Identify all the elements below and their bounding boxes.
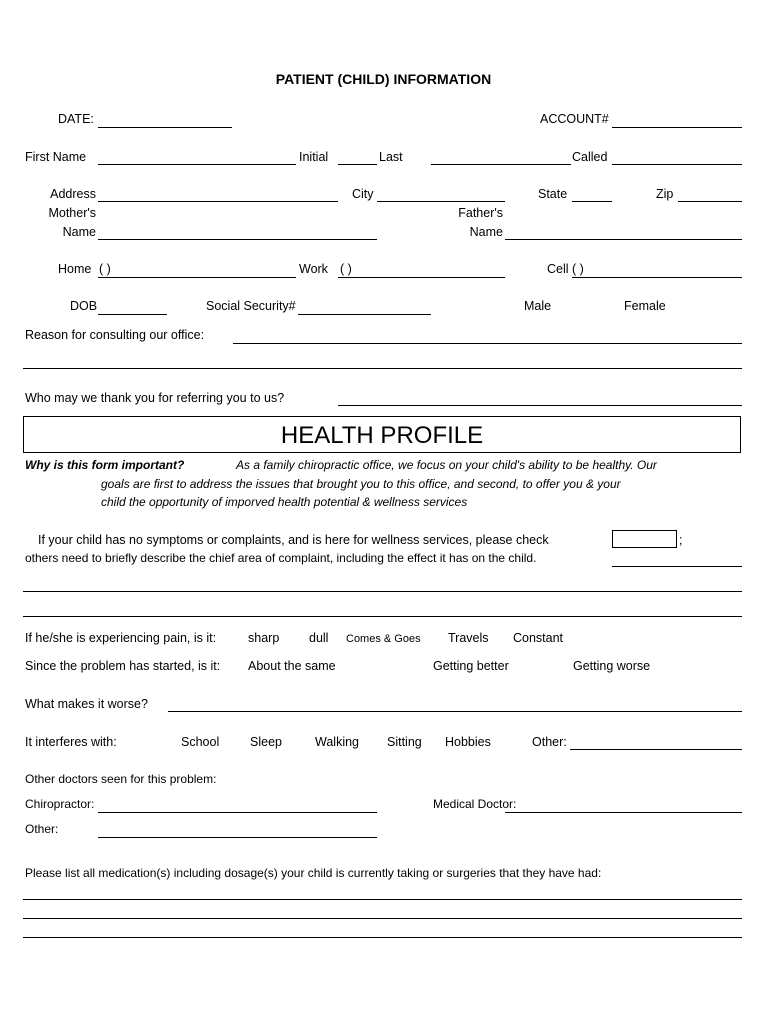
called-field[interactable] [612,164,742,165]
work-phone-field[interactable] [338,277,505,278]
chiropractor-field[interactable] [98,812,377,813]
medications-field-line3[interactable] [23,937,742,938]
initial-label: Initial [299,150,329,164]
state-field[interactable] [572,201,612,202]
complaint-field-line2[interactable] [23,616,742,617]
cell-phone-label: Cell [547,262,569,276]
interferes-option-walking[interactable]: Walking [315,735,359,749]
dob-label: DOB [70,299,98,313]
address-field[interactable] [98,201,338,202]
zip-field[interactable] [678,201,742,202]
pain-option-travels[interactable]: Travels [448,631,489,645]
doctors-heading: Other doctors seen for this problem: [25,772,217,786]
home-phone-paren: ( ) [99,262,111,276]
last-name-label: Last [379,150,403,164]
reason-field-line2[interactable] [23,368,742,369]
ssn-label: Social Security# [206,299,296,313]
zip-label: Zip [656,187,674,201]
medications-label: Please list all medication(s) including dosage(s) your child is currently taking or surgeries that they have had: [25,866,602,880]
other-doctor-field[interactable] [98,837,377,838]
progress-label: Since the problem has started, is it: [25,659,221,673]
account-field[interactable] [612,127,742,128]
female-option[interactable]: Female [624,299,666,313]
pain-label: If he/she is experiencing pain, is it: [25,631,217,645]
mothers-name-label-line1: Mother's [48,206,96,220]
wellness-text-line2: others need to briefly describe the chief area of complaint, including the effect it has on the child. [25,551,537,565]
called-label: Called [572,150,608,164]
why-text-line3: child the opportunity of imporved health potential & wellness services [101,495,468,509]
male-option[interactable]: Male [524,299,552,313]
interferes-option-hobbies[interactable]: Hobbies [445,735,491,749]
referral-field[interactable] [338,405,742,406]
date-field[interactable] [98,127,232,128]
work-phone-paren: ( ) [340,262,352,276]
referral-label: Who may we thank you for referring you to us? [25,391,285,405]
fathers-name-label-line1: Father's [458,206,503,220]
page-title: PATIENT (CHILD) INFORMATION [275,71,492,87]
why-label: Why is this form important? [25,458,185,472]
reason-label: Reason for consulting our office: [25,328,205,342]
initial-field[interactable] [338,164,377,165]
ssn-field[interactable] [298,314,431,315]
pain-option-comes-goes[interactable]: Comes & Goes [346,633,421,645]
reason-field-line1[interactable] [233,343,742,344]
last-name-field[interactable] [431,164,571,165]
address-label: Address [50,187,96,201]
interferes-label: It interferes with: [25,735,117,749]
interferes-other-field[interactable] [570,749,742,750]
wellness-semicolon: ; [679,533,683,547]
interferes-option-sleep[interactable]: Sleep [250,735,282,749]
interferes-other-label: Other: [532,735,567,749]
cell-phone-paren: ( ) [572,262,584,276]
first-name-field[interactable] [98,164,296,165]
health-profile-banner [23,416,741,453]
chiropractor-label: Chiropractor: [25,797,95,811]
home-phone-field[interactable] [98,277,296,278]
first-name-label: First Name [25,150,87,164]
pain-option-sharp[interactable]: sharp [248,631,280,645]
why-text-line1: As a family chiropractic office, we focus on your child's ability to be healthy. Our [236,458,657,472]
pain-option-constant[interactable]: Constant [513,631,564,645]
why-text-line2: goals are first to address the issues that brought you to this office, and second, to offer you & your [101,477,621,491]
progress-option-worse[interactable]: Getting worse [573,659,651,673]
pain-option-dull[interactable]: dull [309,631,329,645]
medications-field-line2[interactable] [23,918,742,919]
other-doctor-label: Other: [25,822,59,836]
worse-label: What makes it worse? [25,697,148,711]
state-label: State [538,187,568,201]
mothers-name-field[interactable] [98,239,377,240]
dob-field[interactable] [98,314,167,315]
fathers-name-label-line2: Name [469,225,503,239]
progress-option-better[interactable]: Getting better [433,659,509,673]
wellness-checkbox[interactable] [612,530,677,548]
complaint-field-line0[interactable] [612,566,742,567]
work-phone-label: Work [299,262,328,276]
interferes-option-sitting[interactable]: Sitting [387,735,422,749]
cell-phone-field[interactable] [572,277,742,278]
health-profile-title: HEALTH PROFILE [280,422,484,449]
complaint-field-line1[interactable] [23,591,742,592]
wellness-text-line1: If your child has no symptoms or complaints, and is here for wellness services, please check [38,533,549,547]
date-label: DATE: [58,112,94,126]
medications-field-line1[interactable] [23,899,742,900]
mothers-name-label-line2: Name [62,225,96,239]
account-label: ACCOUNT# [540,112,609,126]
worse-field[interactable] [168,711,742,712]
medical-doctor-label: Medical Doctor: [433,797,517,811]
interferes-option-school[interactable]: School [181,735,220,749]
medical-doctor-field[interactable] [505,812,742,813]
progress-option-same[interactable]: About the same [248,659,336,673]
fathers-name-field[interactable] [505,239,742,240]
city-label: City [352,187,374,201]
home-phone-label: Home [58,262,92,276]
city-field[interactable] [377,201,505,202]
